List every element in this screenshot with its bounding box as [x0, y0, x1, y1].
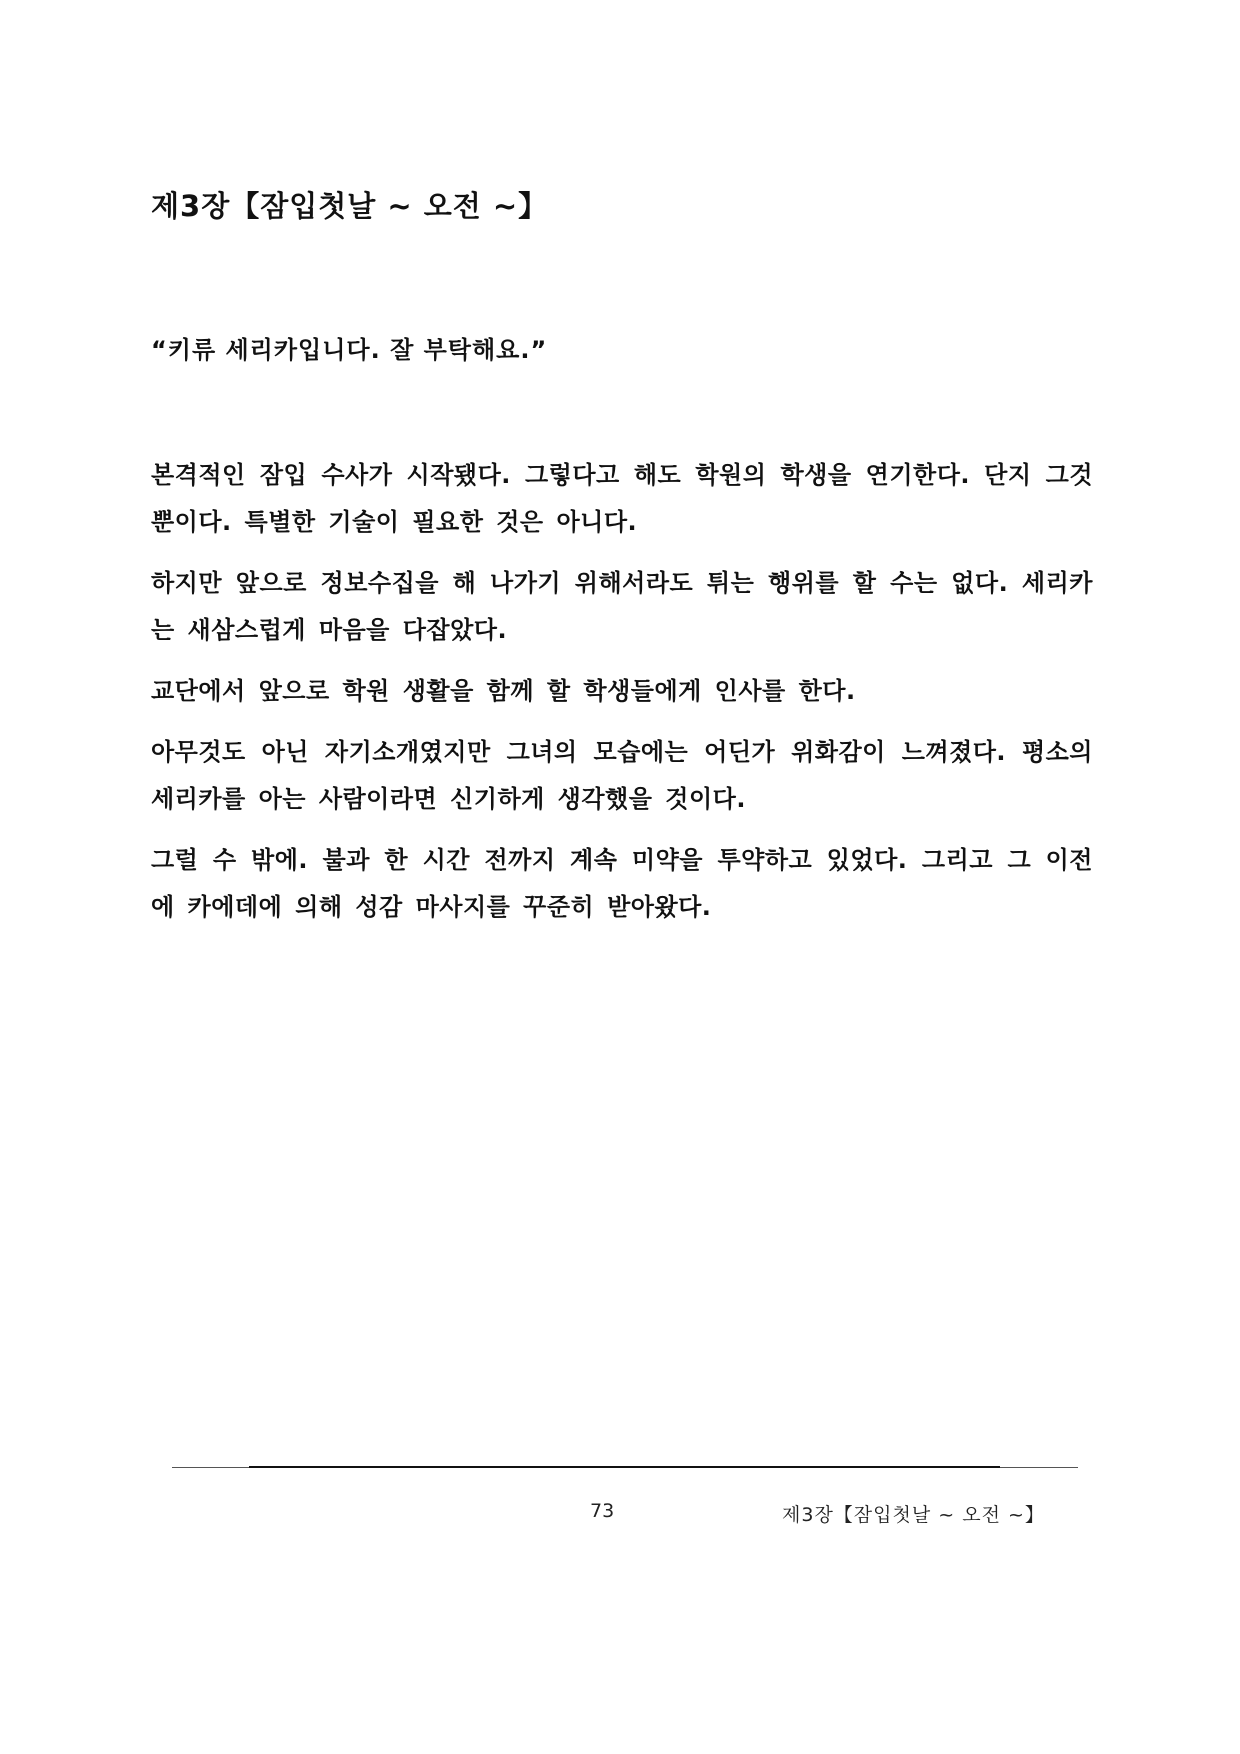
chapter-title: 제3장【잠입첫날 ~ 오전 ~】	[151, 189, 549, 223]
body-text	[151, 452, 1093, 945]
running-header: 제3장【잠입첫날 ~ 오전 ~】	[782, 1504, 1045, 1526]
dialogue-line: “키류 세리카입니다. 잘 부탁해요.”	[151, 336, 548, 364]
paragraph: 그럴 수 밖에. 불과 한 시간 전까지 계속 미약을 투약하고 있었다. 그리고 그 이전에 카에데에 의해 성감 마사지를 꾸준히 받아왔다.	[151, 846, 1093, 921]
paragraph: 하지만 앞으로 정보수집을 해 나가기 위해서라도 튀는 행위를 할 수는 없다. 세리카는 새삼스럽게 마음을 다잡았다.	[151, 569, 1093, 644]
footer-divider-accent	[249, 1466, 1000, 1468]
paragraph: 본격적인 잠입 수사가 시작됐다. 그렇다고 해도 학원의 학생을 연기한다. 단지 그것 뿐이다. 특별한 기술이 필요한 것은 아니다.	[151, 461, 1093, 536]
page-number: 73	[590, 1500, 615, 1522]
paragraph: 아무것도 아닌 자기소개였지만 그녀의 모습에는 어딘가 위화감이 느껴졌다. 평소의 세리카를 아는 사람이라면 신기하게 생각했을 것이다.	[151, 738, 1093, 813]
paragraph: 교단에서 앞으로 학원 생활을 함께 할 학생들에게 인사를 한다.	[151, 677, 856, 705]
